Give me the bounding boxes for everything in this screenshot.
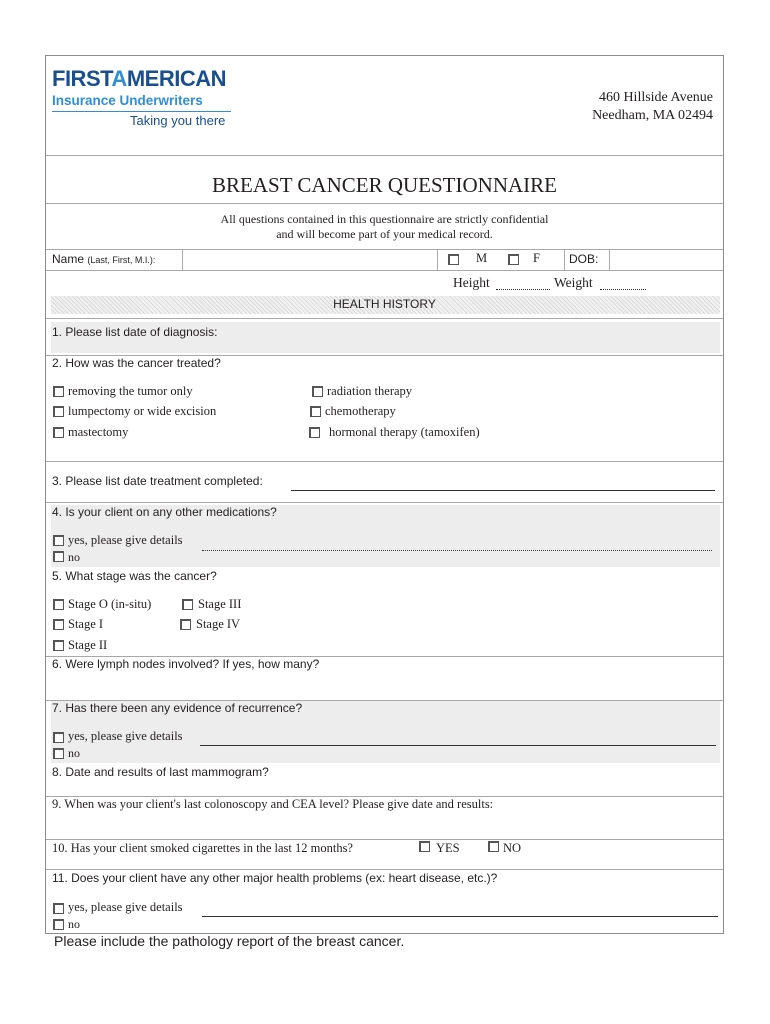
name-label [52, 252, 155, 266]
q4-yes-checkbox[interactable] [53, 535, 64, 546]
address-line-2: Needham, MA 02494 [592, 108, 713, 123]
q7-yes-label: yes, please give details [68, 729, 183, 743]
sex-male-checkbox[interactable] [448, 254, 459, 265]
health-history-title: HEALTH HISTORY [333, 297, 436, 311]
sex-male-label: M [476, 251, 488, 265]
q10-no-label: NO [503, 841, 522, 855]
form-title: BREAST CANCER QUESTIONNAIRE [212, 173, 557, 197]
question-5: 5. What stage was the cancer? [52, 569, 217, 583]
name-label-hint: (Last, First, M.I.): [87, 255, 156, 265]
divider [46, 270, 723, 271]
height-label-text: Height [453, 275, 490, 290]
q7-no-checkbox[interactable] [53, 748, 64, 759]
logo-brand-first: FIRST [52, 66, 112, 91]
dob-label: DOB: [569, 252, 599, 266]
divider [46, 203, 723, 204]
q4-details-line[interactable] [202, 550, 712, 551]
sex-female-checkbox[interactable] [508, 254, 519, 265]
q7-yes-checkbox[interactable] [53, 732, 64, 743]
q10-yes-label: YES [436, 841, 460, 855]
divider [46, 461, 723, 462]
question-7: 7. Has there been any evidence of recurrence? [52, 701, 303, 715]
divider [46, 318, 723, 319]
stage0-checkbox[interactable] [53, 599, 64, 610]
question-1: 1. Please list date of diagnosis: [52, 325, 218, 339]
stage3-checkbox[interactable] [182, 599, 193, 610]
question-10: 10. Has your client smoked cigarettes in the last 12 months? [52, 841, 353, 855]
separator [564, 249, 565, 270]
treat-hormonal-checkbox[interactable] [309, 427, 320, 438]
treat-radiation-checkbox[interactable] [312, 386, 323, 397]
treat-chemo-label: chemotherapy [325, 404, 396, 418]
q11-no-label: no [68, 917, 80, 931]
divider [46, 839, 723, 840]
question-6: 6. Were lymph nodes involved? If yes, how many? [52, 657, 320, 671]
q11-no-checkbox[interactable] [53, 919, 64, 930]
pathology-note: Please include the pathology report of the breast cancer. [54, 933, 405, 949]
stage2-label: Stage II [68, 638, 108, 652]
q10-no-checkbox[interactable] [488, 841, 499, 852]
confidential-notice-1: All questions contained in this questionnaire are strictly confidential [220, 212, 549, 226]
company-logo [52, 66, 242, 128]
question-2: 2. How was the cancer treated? [52, 356, 221, 370]
q7-details-line[interactable] [200, 745, 716, 746]
weight-label: Weight [554, 275, 593, 290]
treat-chemo-checkbox[interactable] [310, 406, 321, 417]
q11-yes-checkbox[interactable] [53, 903, 64, 914]
stage3-label: Stage III [198, 597, 242, 611]
treat-radiation-label: radiation therapy [327, 384, 413, 398]
stage1-label: Stage I [68, 617, 104, 631]
logo-subtitle: Insurance Underwriters [52, 93, 203, 108]
question-4: 4. Is your client on any other medications? [52, 505, 277, 519]
questionnaire-form [45, 55, 724, 934]
question-8: 8. Date and results of last mammogram? [52, 765, 269, 779]
treat-hormonal-label: hormonal therapy (tamoxifen) [329, 425, 480, 439]
stage0-label: Stage O (in-situ) [68, 597, 152, 611]
dob-input[interactable] [609, 249, 724, 270]
divider [46, 869, 723, 870]
name-label-text: Name [52, 252, 85, 266]
height-input[interactable] [496, 289, 550, 290]
logo-tagline: Taking you there [130, 113, 226, 128]
stage1-checkbox[interactable] [53, 619, 64, 630]
logo-star-icon: A [111, 66, 127, 91]
height-label [453, 275, 490, 291]
address-line-1: 460 Hillside Avenue [598, 90, 713, 105]
treat-lumpectomy-checkbox[interactable] [53, 406, 64, 417]
treat-mastectomy-label: mastectomy [68, 425, 129, 439]
treat-tumor-label: removing the tumor only [68, 384, 193, 398]
stage4-label: Stage IV [196, 617, 241, 631]
stage2-checkbox[interactable] [53, 640, 64, 651]
q4-no-label: no [68, 550, 80, 564]
name-input[interactable] [182, 249, 438, 270]
q4-yes-label: yes, please give details [68, 533, 183, 547]
q7-no-label: no [68, 746, 80, 760]
logo-brand-rest: MERICAN [126, 66, 226, 91]
stage4-checkbox[interactable] [180, 619, 191, 630]
treat-tumor-checkbox[interactable] [53, 386, 64, 397]
q11-yes-label: yes, please give details [68, 900, 183, 914]
question-11: 11. Does your client have any other major health problems (ex: heart disease, etc.)? [52, 871, 498, 885]
logo-divider [52, 111, 231, 112]
q3-answer-line[interactable] [291, 490, 715, 491]
sex-female-label: F [533, 251, 540, 265]
q11-details-line[interactable] [202, 916, 718, 917]
treat-mastectomy-checkbox[interactable] [53, 427, 64, 438]
divider [46, 155, 723, 156]
question-3: 3. Please list date treatment completed: [52, 474, 263, 488]
q10-yes-checkbox[interactable] [419, 841, 430, 852]
question-9: 9. When was your client's last colonoscopy and CEA level? Please give date and results: [52, 797, 494, 811]
treat-lumpectomy-label: lumpectomy or wide excision [68, 404, 217, 418]
weight-input[interactable] [600, 289, 646, 290]
confidential-notice-2: and will become part of your medical record. [276, 227, 493, 241]
divider [46, 502, 723, 503]
q4-no-checkbox[interactable] [53, 551, 64, 562]
